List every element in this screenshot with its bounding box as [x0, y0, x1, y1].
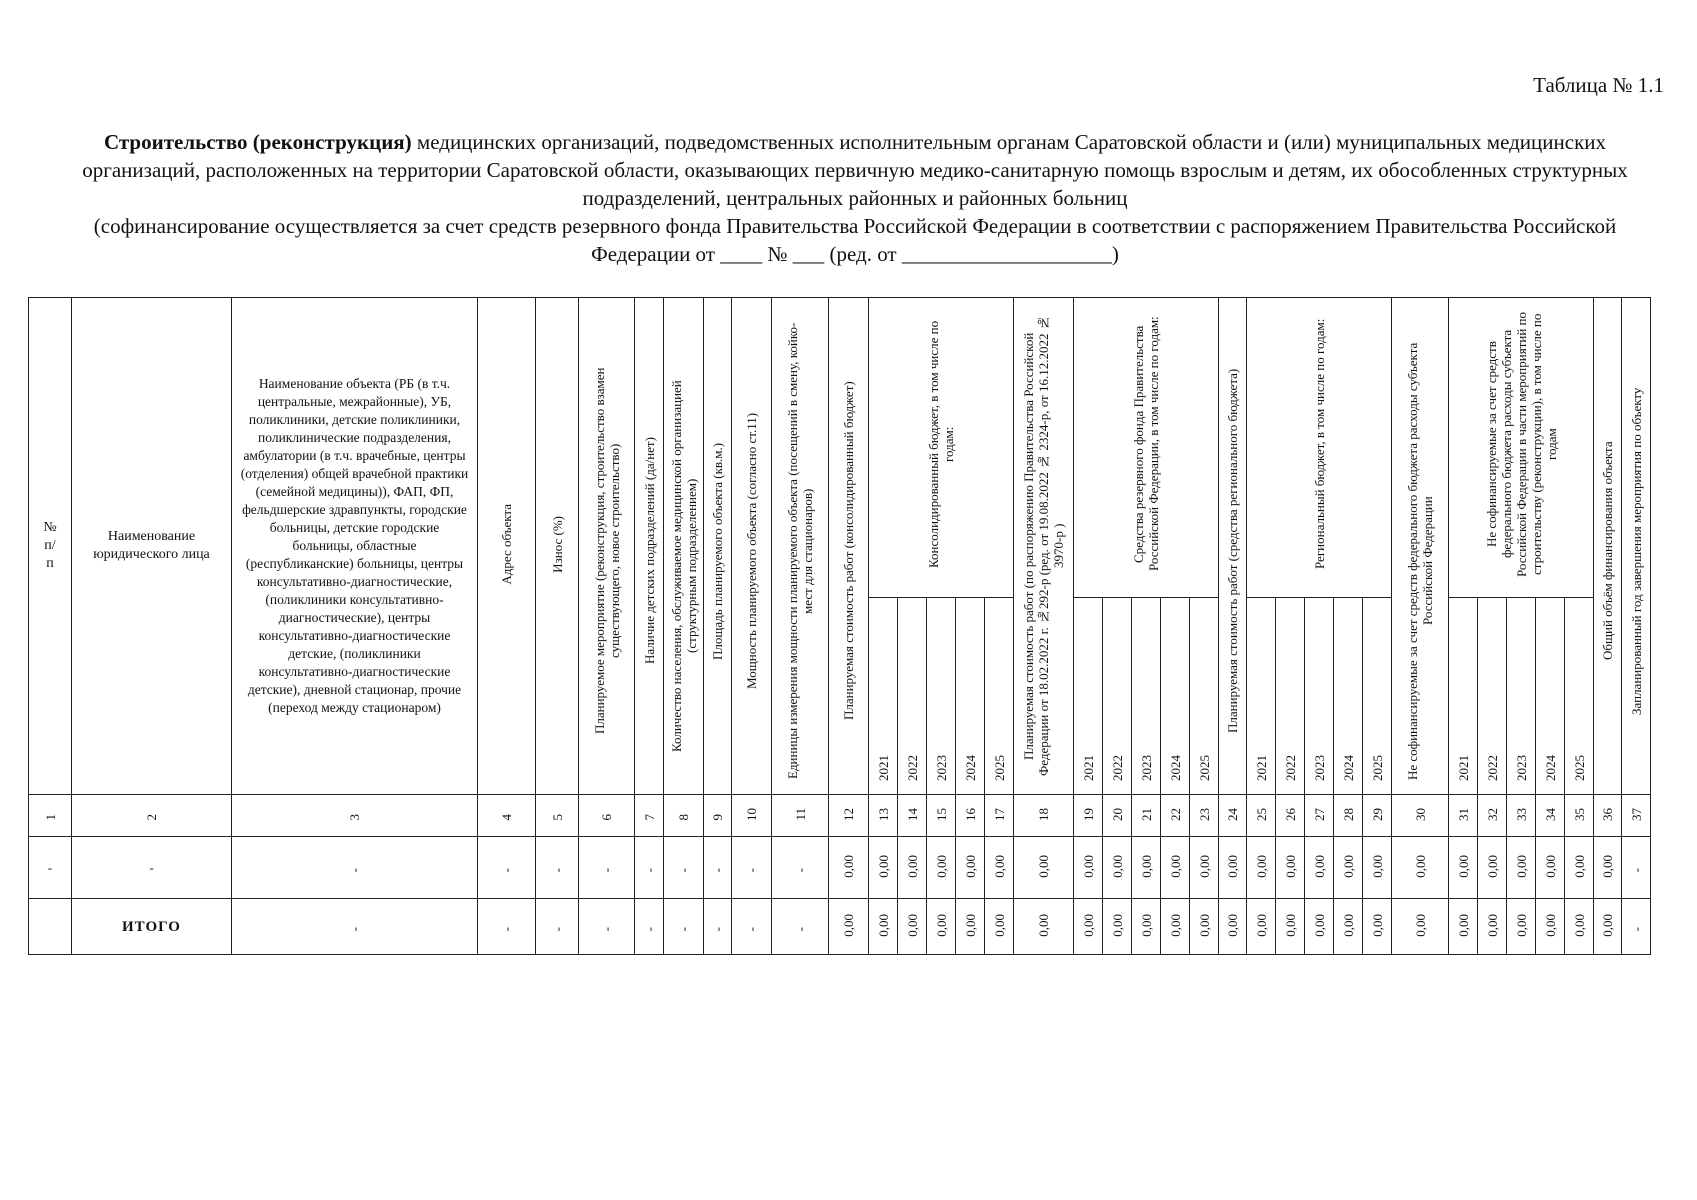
column-number-cell: 6: [579, 795, 635, 837]
column-numbers-row: [29, 795, 1651, 837]
data-cell: 0,00: [1334, 837, 1363, 899]
column-number-cell: 14: [898, 795, 927, 837]
data-cell: 0,00: [1507, 837, 1536, 899]
column-number-cell: 15: [927, 795, 956, 837]
total-cell: -: [732, 899, 772, 955]
header-planned-measure: Планируемое мероприятие (реконструкция, строительство взамен существующего, новое строительство): [579, 298, 635, 795]
total-cell: 0,00: [829, 899, 869, 955]
total-cell: -: [1622, 899, 1651, 955]
total-cell: 0,00: [1190, 899, 1219, 955]
header-children-units: Наличие детских подразделений (да/нет): [635, 298, 664, 795]
total-cell: 0,00: [1478, 899, 1507, 955]
data-cell: 0,00: [829, 837, 869, 899]
year-cell: 2023: [1132, 598, 1161, 795]
total-cell: 0,00: [1565, 899, 1594, 955]
total-cell: 0,00: [1305, 899, 1334, 955]
column-number-cell: 35: [1565, 795, 1594, 837]
total-cell: 0,00: [1074, 899, 1103, 955]
data-cell: 0,00: [1219, 837, 1247, 899]
column-number-cell: 5: [536, 795, 579, 837]
total-cell: 0,00: [869, 899, 898, 955]
total-cell: 0,00: [1363, 899, 1392, 955]
data-cell: -: [478, 837, 536, 899]
total-cell: 0,00: [1103, 899, 1132, 955]
header-group-consolidated: Консолидированный бюджет, в том числе по годам:: [869, 298, 1014, 598]
year-cell: 2022: [898, 598, 927, 795]
data-cell: 0,00: [1276, 837, 1305, 899]
column-number-cell: 12: [829, 795, 869, 837]
data-cell: 0,00: [1074, 837, 1103, 899]
document-heading: [60, 128, 1650, 268]
column-number-cell: 13: [869, 795, 898, 837]
header-cost-government: Планируемая стоимость работ (по распоряжению Правительства Российской Федерации от 18.02.2022 г. №292-р (ред. от 19.08.2022 № 2324-р, от 16.12.2022 № 3970-р ): [1014, 298, 1074, 795]
data-cell: -: [704, 837, 732, 899]
header-completion-year: Запланированный год завершения мероприятия по объекту: [1622, 298, 1651, 795]
column-number-cell: 16: [956, 795, 985, 837]
header-area: Площадь планируемого объекта (кв.м.): [704, 298, 732, 795]
column-number-cell: 27: [1305, 795, 1334, 837]
data-cell: 0,00: [1536, 837, 1565, 899]
data-cell: -: [579, 837, 635, 899]
data-cell: 0,00: [927, 837, 956, 899]
data-cell: 0,00: [1190, 837, 1219, 899]
header-total-volume: Общий объём финансирования объекта: [1594, 298, 1622, 795]
total-cell: 0,00: [1334, 899, 1363, 955]
data-cell: -: [1622, 837, 1651, 899]
data-cell: 0,00: [1565, 837, 1594, 899]
column-number-cell: 23: [1190, 795, 1219, 837]
column-number-cell: 11: [772, 795, 829, 837]
table-row: [29, 837, 1651, 899]
header-capacity: Мощность планируемого объекта (согласно ст.11): [732, 298, 772, 795]
data-cell: 0,00: [1594, 837, 1622, 899]
column-number-cell: 22: [1161, 795, 1190, 837]
column-number-cell: 29: [1363, 795, 1392, 837]
column-number-cell: 32: [1478, 795, 1507, 837]
data-cell: 0,00: [1103, 837, 1132, 899]
total-cell: 0,00: [1536, 899, 1565, 955]
total-cell: 0,00: [1449, 899, 1478, 955]
total-cell: -: [478, 899, 536, 955]
total-row: [29, 899, 1651, 955]
column-number-cell: 33: [1507, 795, 1536, 837]
total-cell: 0,00: [1594, 899, 1622, 955]
data-cell: -: [72, 837, 232, 899]
column-number-cell: 7: [635, 795, 664, 837]
total-cell: 0,00: [956, 899, 985, 955]
column-number-cell: 4: [478, 795, 536, 837]
total-cell: 0,00: [927, 899, 956, 955]
table-number: Таблица № 1.1: [1533, 73, 1664, 97]
column-number-cell: 30: [1392, 795, 1449, 837]
total-cell: -: [232, 899, 478, 955]
header-group-not-cofinanced: Не софинансируемые за счет средств федерального бюджета расходы субъекта Российской Федерации в части мероприятий по строительству (реконструкции), в том числе по годам: [1449, 298, 1594, 598]
header-population: Количество населения, обслуживаемое медицинской организацией (структурным подразделением): [664, 298, 704, 795]
column-number-cell: 10: [732, 795, 772, 837]
total-cell: 0,00: [1219, 899, 1247, 955]
year-cell: 2022: [1276, 598, 1305, 795]
data-cell: 0,00: [1449, 837, 1478, 899]
data-cell: 0,00: [1392, 837, 1449, 899]
total-cell: [29, 899, 72, 955]
year-cell: 2023: [927, 598, 956, 795]
data-cell: -: [232, 837, 478, 899]
total-cell: 0,00: [898, 899, 927, 955]
total-cell: 0,00: [1132, 899, 1161, 955]
total-cell: 0,00: [1276, 899, 1305, 955]
column-number-cell: 19: [1074, 795, 1103, 837]
column-number-cell: 2: [72, 795, 232, 837]
column-number-cell: 25: [1247, 795, 1276, 837]
header-cost-consolidated: Планируемая стоимость работ (консолидированный бюджет): [829, 298, 869, 795]
column-number-cell: 26: [1276, 795, 1305, 837]
total-cell: 0,00: [1392, 899, 1449, 955]
year-cell: 2025: [985, 598, 1014, 795]
total-cell: -: [635, 899, 664, 955]
column-number-cell: 37: [1622, 795, 1651, 837]
header-capacity-units: Единицы измерения мощности планируемого объекта (посещений в смену, койко-мест для стационаров): [772, 298, 829, 795]
header-legal-entity: Наименование юридического лица: [72, 298, 232, 795]
year-cell: 2025: [1190, 598, 1219, 795]
data-cell: -: [536, 837, 579, 899]
column-number-cell: 17: [985, 795, 1014, 837]
total-cell: -: [704, 899, 732, 955]
year-cell: 2025: [1363, 598, 1392, 795]
column-number-cell: 34: [1536, 795, 1565, 837]
data-cell: 0,00: [1161, 837, 1190, 899]
total-cell: 0,00: [1507, 899, 1536, 955]
total-label: ИТОГО: [122, 918, 181, 935]
year-cell: 2025: [1565, 598, 1594, 795]
data-cell: -: [664, 837, 704, 899]
header-wear: Износ (%): [536, 298, 579, 795]
data-cell: 0,00: [1478, 837, 1507, 899]
data-cell: 0,00: [985, 837, 1014, 899]
data-cell: 0,00: [1247, 837, 1276, 899]
year-cell: 2024: [1536, 598, 1565, 795]
year-cell: 2023: [1507, 598, 1536, 795]
heading-line2: (софинансирование осуществляется за счет средств резервного фонда Правительства Российской Федерации в соответствии с распоряжением Правительства Российской Федерации от ____ № ___ (ред. от ____________________): [93, 214, 1617, 266]
header-group-regional: Региональный бюджет, в том числе по годам:: [1247, 298, 1392, 598]
column-number-cell: 9: [704, 795, 732, 837]
data-cell: -: [772, 837, 829, 899]
column-number-cell: 21: [1132, 795, 1161, 837]
year-cell: 2022: [1478, 598, 1507, 795]
column-number-cell: 3: [232, 795, 478, 837]
year-cell: 2021: [1074, 598, 1103, 795]
data-cell: 0,00: [1363, 837, 1392, 899]
column-number-cell: 18: [1014, 795, 1074, 837]
data-cell: 0,00: [1132, 837, 1161, 899]
header-address: Адрес объекта: [478, 298, 536, 795]
construction-table: [28, 297, 1651, 955]
column-number-cell: 24: [1219, 795, 1247, 837]
header-not-cofinanced: Не софинансируемые за счет средств федерального бюджета расходы субъекта Российской Федерации: [1392, 298, 1449, 795]
header-object-name: Наименование объекта (РБ (в т.ч. центральные, межрайонные), УБ, поликлиники, детские поликлиники, поликлинические подразделения, амбулатории (в т.ч. врачебные, центры (отделения) общей врачебной практики (семейной медицины)), ФАП, ФП, фельдшерские здравпункты, городские больницы, детские городские больницы, областные (республиканские) больницы, центры консультативно-диагностические, (поликлиники консультативно-диагностические), центры консультативно-диагностические детские, (поликлиники консультативно-диагностические детские), дневной стационар, прочие (переход между стационаром): [232, 298, 478, 795]
header-group-reserve-fund: Средства резервного фонда Правительства Российской Федерации, в том числе по годам:: [1074, 298, 1219, 598]
heading-bold: Строительство (реконструкция): [103, 130, 412, 154]
year-cell: 2021: [869, 598, 898, 795]
column-number-cell: 1: [29, 795, 72, 837]
heading-text: медицинских организаций, подведомственных исполнительным органам Саратовской области и (или) муниципальных медицинских организаций, расположенных на территории Саратовской области, оказывающих первичную медико-санитарную помощь взрослым и детям, их обособленных структурных подразделений, центральных районных и районных больниц: [82, 130, 1628, 210]
header-num: № п/п: [29, 298, 72, 795]
column-number-cell: 28: [1334, 795, 1363, 837]
data-cell: -: [635, 837, 664, 899]
total-cell: -: [664, 899, 704, 955]
column-number-cell: 8: [664, 795, 704, 837]
year-cell: 2021: [1449, 598, 1478, 795]
column-number-cell: 31: [1449, 795, 1478, 837]
data-cell: 0,00: [898, 837, 927, 899]
year-cell: 2024: [1334, 598, 1363, 795]
year-cell: 2023: [1305, 598, 1334, 795]
column-number-cell: 20: [1103, 795, 1132, 837]
header-cost-regional: Планируемая стоимость работ (средства регионального бюджета): [1219, 298, 1247, 795]
column-number-cell: 36: [1594, 795, 1622, 837]
data-cell: 0,00: [869, 837, 898, 899]
year-cell: 2022: [1103, 598, 1132, 795]
year-cell: 2021: [1247, 598, 1276, 795]
total-cell: -: [772, 899, 829, 955]
total-cell: 0,00: [1247, 899, 1276, 955]
data-cell: -: [29, 837, 72, 899]
total-cell: -: [536, 899, 579, 955]
total-cell: -: [579, 899, 635, 955]
total-cell: 0,00: [1014, 899, 1074, 955]
data-cell: -: [732, 837, 772, 899]
year-cell: 2024: [1161, 598, 1190, 795]
data-cell: 0,00: [1014, 837, 1074, 899]
total-cell: 0,00: [1161, 899, 1190, 955]
year-cell: 2024: [956, 598, 985, 795]
data-cell: 0,00: [1305, 837, 1334, 899]
data-cell: 0,00: [956, 837, 985, 899]
total-cell: [72, 899, 232, 955]
total-cell: 0,00: [985, 899, 1014, 955]
